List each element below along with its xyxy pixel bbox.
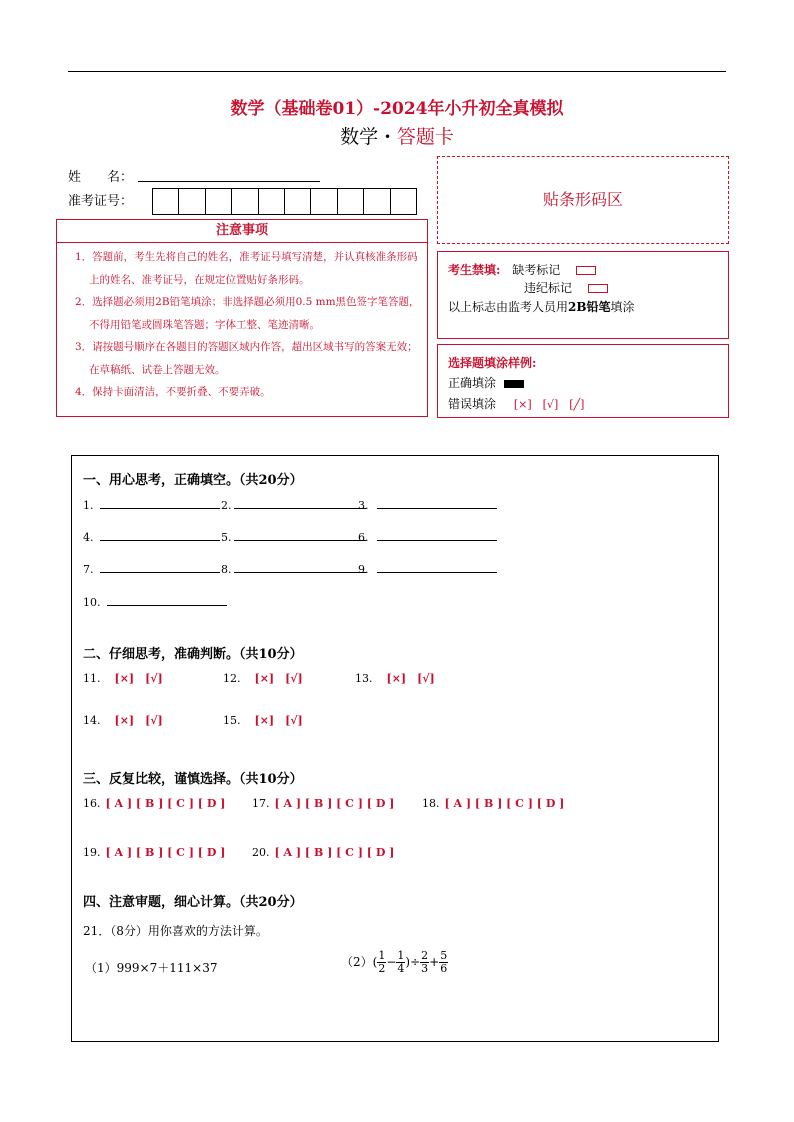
- judge-q13: [355, 670, 435, 686]
- top-rule: [68, 71, 726, 72]
- q-number: 13.: [355, 672, 373, 685]
- forbid-pencil: 2B铅笔: [568, 300, 611, 314]
- name-field[interactable]: [138, 181, 320, 182]
- fill-blank[interactable]: [234, 496, 366, 509]
- fill-q6: [358, 528, 497, 544]
- judge-q11: [83, 670, 163, 686]
- name-label: 姓 名：: [68, 170, 134, 185]
- correct-fill-label: 正确填涂: [448, 376, 497, 390]
- fraction: $\frac{1}{4}$: [397, 949, 405, 975]
- id-digit-box[interactable]: [232, 189, 258, 214]
- q-number: 18.: [422, 797, 440, 810]
- fill-q4: [83, 528, 220, 544]
- expr-prefix: （2）(: [341, 955, 378, 969]
- q-number: 12.: [223, 672, 241, 685]
- judge-options[interactable]: [×] [√]: [254, 714, 303, 727]
- judge-q12: [223, 670, 303, 686]
- choice-q17: [252, 797, 394, 810]
- forbid-note-end: 填涂: [610, 300, 635, 314]
- fill-blank[interactable]: [100, 528, 220, 541]
- answer-card-label: 答题卡: [396, 126, 454, 148]
- wrong-fill-samples: [×] [√] [╱]: [513, 398, 585, 411]
- q-number: 2.: [221, 499, 232, 512]
- sample-title: 选择题填涂样例:: [448, 356, 537, 370]
- id-label: 准考证号：: [68, 194, 134, 209]
- id-digit-box[interactable]: [153, 189, 179, 214]
- expr-op: +: [429, 955, 440, 969]
- fraction: $\frac{5}{6}$: [440, 949, 448, 975]
- q-number: 8.: [221, 563, 232, 576]
- section1-title: 一、用心思考，正确填空。（共20分）: [83, 473, 303, 488]
- id-digit-box[interactable]: [391, 189, 416, 214]
- expr-op: )÷: [405, 955, 421, 969]
- fill-q10: [83, 593, 227, 609]
- notice-item: 2．选择题必须用2B铅笔填涂；非选择题必须用0.5 mm黑色签字笔答题，不得用铅笔或圆珠笔答题；字体工整、笔迹清晰。: [75, 296, 420, 331]
- section2-title: 二、仔细思考，准确判断。（共10分）: [83, 647, 303, 662]
- notice-title: 注意事项: [56, 219, 428, 243]
- id-digit-box[interactable]: [206, 189, 232, 214]
- fill-blank[interactable]: [107, 593, 227, 606]
- fill-q3: [358, 496, 497, 512]
- choice-q18: [422, 797, 564, 810]
- forbid-note: 以上标志由监考人员用: [448, 300, 569, 314]
- fill-q7: [83, 560, 220, 576]
- subject-label: 数学: [340, 126, 379, 148]
- q-number: 14.: [83, 714, 101, 727]
- choice-options[interactable]: [ A ] [ B ] [ C ] [ D ]: [274, 797, 395, 810]
- subtitle-dot: ·: [384, 126, 391, 148]
- q-number: 20.: [252, 846, 270, 859]
- fill-blank[interactable]: [377, 560, 497, 573]
- notice-item: 1．答题前，考生先将自己的姓名，准考证号填写清楚，并认真核准条形码上的姓名、准考证号，在规定位置贴好条形码。: [75, 251, 418, 286]
- q-number: 9.: [358, 563, 369, 576]
- choice-options[interactable]: [ A ] [ B ] [ C ] [ D ]: [105, 797, 226, 810]
- card-subtitle: [0, 122, 794, 149]
- exam-title: 数学（基础卷01）-2024年小升初全真模拟: [230, 99, 564, 119]
- choice-q20: [252, 846, 394, 859]
- q-number: 1.: [83, 499, 94, 512]
- fraction: $\frac{2}{3}$: [421, 949, 429, 975]
- fraction: $\frac{1}{2}$: [378, 949, 386, 975]
- q-number: 4.: [83, 531, 94, 544]
- absent-mark-box[interactable]: [576, 266, 596, 275]
- absent-mark-label: 缺考标记: [512, 263, 561, 277]
- q-number: 15.: [223, 714, 241, 727]
- section4-title: 四、注意审题，细心计算。（共20分）: [83, 895, 303, 910]
- notice-item: 3．请按题号顺序在各题目的答题区域内作答，超出区域书写的答案无效；在草稿纸、试卷上答题无效。: [75, 341, 418, 376]
- id-digit-box[interactable]: [311, 189, 337, 214]
- q-number: 10.: [83, 596, 101, 609]
- choice-options[interactable]: [ A ] [ B ] [ C ] [ D ]: [105, 846, 226, 859]
- id-digit-box[interactable]: [364, 189, 390, 214]
- id-digit-box[interactable]: [259, 189, 285, 214]
- barcode-area[interactable]: 贴条形码区: [437, 156, 729, 244]
- fill-blank[interactable]: [234, 528, 366, 541]
- q-number: 7.: [83, 563, 94, 576]
- judge-options[interactable]: [×] [√]: [114, 714, 163, 727]
- judge-q15: [223, 712, 303, 728]
- choice-options[interactable]: [ A ] [ B ] [ C ] [ D ]: [444, 797, 565, 810]
- violation-mark-label: 违纪标记: [524, 281, 573, 295]
- q-number: 19.: [83, 846, 101, 859]
- forbid-label: 考生禁填:: [448, 263, 501, 277]
- judge-options[interactable]: [×] [√]: [114, 672, 163, 685]
- id-digit-box[interactable]: [179, 189, 205, 214]
- q21-part1: （1）999×7＋111×37: [85, 961, 218, 975]
- id-digit-box[interactable]: [285, 189, 311, 214]
- fill-q2: [221, 496, 366, 512]
- q-number: 11.: [83, 672, 101, 685]
- section3-title: 三、反复比较，谨慎选择。（共10分）: [83, 772, 303, 787]
- q-number: 5.: [221, 531, 232, 544]
- wrong-fill-label: 错误填涂: [448, 397, 497, 411]
- id-digit-box[interactable]: [338, 189, 364, 214]
- judge-q14: [83, 712, 163, 728]
- notice-item: 4．保持卡面清洁，不要折叠、不要弄破。: [75, 386, 271, 398]
- judge-options[interactable]: [×] [√]: [254, 672, 303, 685]
- fill-q8: [221, 560, 366, 576]
- notice-box: [56, 242, 428, 417]
- q21-stem: 21．（8分）用你喜欢的方法计算。: [83, 924, 268, 938]
- exam-id-boxes[interactable]: [152, 188, 417, 215]
- q-number: 3.: [358, 499, 369, 512]
- correct-fill-sample: [504, 380, 524, 388]
- fill-blank[interactable]: [377, 528, 497, 541]
- fill-q9: [358, 560, 497, 576]
- fill-blank[interactable]: [100, 560, 220, 573]
- choice-q16: [83, 797, 225, 810]
- fill-blank[interactable]: [100, 496, 220, 509]
- fill-q1: [83, 496, 220, 512]
- judge-options[interactable]: [×] [√]: [386, 672, 435, 685]
- answer-area: [71, 455, 719, 1042]
- choice-q19: [83, 846, 225, 859]
- q21-part2: [341, 950, 448, 975]
- q-number: 6.: [358, 531, 369, 544]
- q-number: 17.: [252, 797, 270, 810]
- examiner-only-box: [437, 251, 729, 339]
- fill-q5: [221, 528, 366, 544]
- fill-blank[interactable]: [234, 560, 366, 573]
- fill-blank[interactable]: [377, 496, 497, 509]
- choice-options[interactable]: [ A ] [ B ] [ C ] [ D ]: [274, 846, 395, 859]
- q-number: 16.: [83, 797, 101, 810]
- fill-sample-box: [437, 344, 729, 418]
- expr-op: −: [386, 955, 397, 969]
- violation-mark-box[interactable]: [588, 284, 608, 293]
